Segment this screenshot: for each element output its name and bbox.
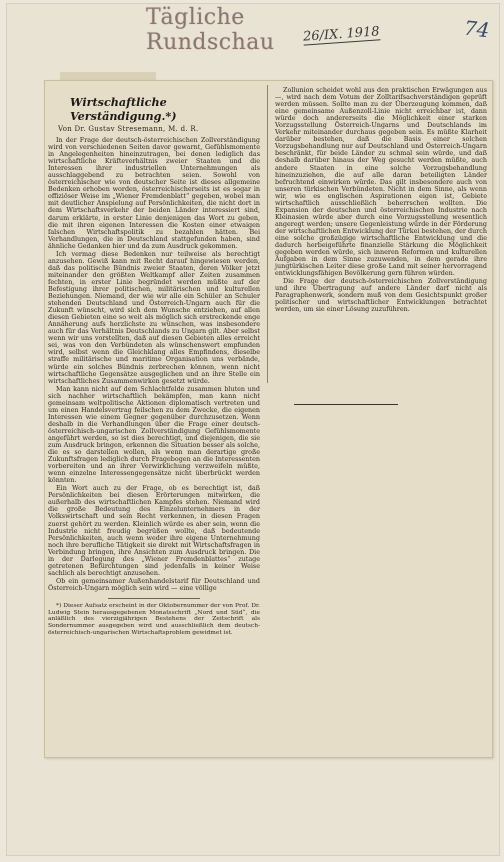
newspaper-clipping — [44, 80, 493, 758]
handwritten-date-text: 26/IX. 1918 — [302, 24, 381, 45]
article-end-rule — [294, 404, 398, 405]
paragraph: Die Frage der deutsch-österreichischen Zollverständigung und ihre Übertragung auf andere Länder darf nicht als Paragraphenwerk, sondern muß von dem Gesichtspunkt großer politischer und wirtschaftlicher Entwicklungen betrachtet werden, um sie einer Lösung zuzuführen. — [275, 277, 487, 314]
newspaper-masthead: Tägliche Rundschau — [146, 5, 275, 55]
paragraph: Zollunion scheidet wohl aus den praktischen Erwägungen aus —, wird nach dem Votum der Zolltarifsachverständigen geprüft werden müssen. Sollte man zu der Überzeugung kommen, daß eine gemeinsame Außenzoll-Linie nicht erreichbar ist, dann würde doch andererseits die Möglichkeit einer starken Vorzugsstellung Österreich-Ungarns und Deutschlands im Verkehr miteinander durchaus gegeben sein. Es müßte Klarheit darüber bestehen, daß die Basis einer solchen Vorzugsbehandlung nur auf Deutschland und Österreich-Ungarn beschränkt, für beide Länder zu schmal sein würde, und daß deshalb darüber hinaus der Weg gesucht werden müßte, auch andere Staaten in eine solche Vorzugsbehandlung hineinzuziehen, die auf alle daran beteiligten Länder befruchtend einwirken würde. Das gilt insbesondere auch von unseren türkischen Verbündeten. Nicht in dem Sinne, als wenn wir, wie es englischen Aspirationen eigen ist, Gebiete wirtschaftlich ausschließlich beherrschen wollten. Die Expansion der deutschen und österreichischen Industrie nach Kleinasien würde aber durch eine Vorzugsstellung wesentlich angeregt werden; unsere Gegenleistung würde in der Förderung der wirtschaftlichen Entwicklung der Türkei bestehen, der durch eine solche großzügige wirtschaftliche Entwicklung und die dadurch herbeigeführte finanzielle Stärkung die Möglichkeit gegeben werden würde, sich inneren Reformen und kulturellen Aufgaben in dem Sinne zuzuwenden, in dem gerade ihre jungtürkischen Leiter diese große Land mit seiner hervorragend entwicklungsfähigen Bevölkerung gern führen würden. — [275, 86, 487, 278]
column-right — [275, 87, 487, 314]
article-byline: Von Dr. Gustav Stresemann, M. d. R. — [58, 125, 199, 133]
paragraph: Ob ein gemeinsamer Außenhandelstarif für Deutschland und Österreich-Ungarn möglich sein wird — eine völlige — [48, 576, 260, 592]
paragraph: Ich vermag diese Bedenken nur teilweise als berechtigt anzusehen. Gewiß kann mit Recht darauf hingewiesen werden, daß das politische Bündnis zweier Staaten, deren Völker jetzt miteinander den größten Weltkampf aller Zeiten zusammen fechten, in erster Linie begründet werden müßte auf der Befestigung ihrer politischen, militärischen und kulturellen Beziehungen. Niemand, der wie wir alle ein Schüler an Schuler stehenden Deutschland und Österreich-Ungarn auch für die Zukunft wünscht, wird sich dem Wunsche entziehen, auf allen diesen Gebieten eine so weit als möglich sich erstreckende enge Annäherung aufs herzlichste zu wünschen, was insbesondere auch für das Verhältnis Deutschlands zu Ungarn gilt. Aber selbst wenn wir uns vorstellten, daß auf diesen Gebieten alles erreicht sei, was von den Verbündeten als wünschenswert empfunden wird, selbst wenn die Gleichklang alles Empfindens, dieselbe straffe militärische und maritime Organisation uns verbände, würde ein solches Bündnis zerbrechen können, wenn nicht wirtschaftliche Gegensätze ausgeglichen und an ihre Stelle ein wirtschaftliches Zusammenwirken gesetzt würde. — [48, 249, 260, 385]
article-headline: Wirtschaftliche Verständigung.*) — [70, 95, 177, 123]
paragraph: Man kann nicht auf dem Schlachtfelde zusammen bluten und sich nachher wirtschaftlich bekämpfen, man kann nicht gemeinsam weltpolitische Aktionen diplomatisch vertreten und um einen Handelsvertrag feilschen zu dem Zwecke, die eigenen Interessen wie einem Gegner gegenüber durchzusetzen. Wenn deshalb in die Verhandlungen über die Frage einer deutsch-österreichisch-ungarischen Zollverständigung Gefühlsmomente angeführt werden, so ist dies berechtigt, und diejenigen, die sie zum Ausdruck bringen, erkennen die Situation besser als solche, die es so darstellen wollen, als wenn man derartige große Zukunftsfragen lediglich durch Fragebogen an die Interessenten vorbereiten und an ihrer Verwirklichung verzweifeln müßte, wenn einzelne Interessengegensätze nicht überbrückt werden könnten. — [48, 384, 260, 485]
paragraph: Ein Wort auch zu der Frage, ob es berechtigt ist, daß Persönlichkeiten bei diesen Erörterungen mitwirken, die außerhalb des wirtschaftlichen Kampfes stehen. Niemand wird die große Bedeutung des Einzelunternehmers in der Volkswirtschaft und sein Recht verkennen, in diesen Fragen zuerst gehört zu werden. Kleinlich würde es aber sein, wenn die Industrie nicht freudig begrüßen wollte, daß bedeutende Persönlichkeiten, auch wenn weder ihre eigene Unternehmung noch ihre berufliche Tätigkeit sie direkt mit Wirtschaftsfragen in Verbindung bringen, ihre Ansichten zum Ausdruck bringen. Die in der Darlegung des „Wiener Fremdenblattes“ zutage getretenen Befürchtungen sind jedenfalls in keiner Weise sachlich als berechtigt anzusehen. — [48, 484, 260, 577]
paragraph: In der Frage der deutsch-österreichischen Zollverständigung wird von verschiedenen Seiten davor gewarnt, Gefühlsmomente in Angelegenheiten hineinzutragen, bei denen lediglich das wirtschaftliche Kräfteverhältnis zweier Staaten und die Interessen ihrer industriellen Unternehmungen als ausschlaggebend zu betrachten seien. Sowohl von österreichischer wie von deutscher Seite ist dieses allgemeine Bedenken erhoben worden, österreichischerseits ist es sogar in offiziöser Weise im „Wiener Fremdenblatt“ gegeben, wobei man mit deutlicher Anspielung auf Persönlichkeiten, die nicht dort in dem Wirtschaftsverkehr der beiden Länder interessiert sind, darum erklärte, in erster Linie denjenigen das Wort zu geben, die mit ihren eigenen Interessen die Kosten einer etwaigen falschen Wirtschaftspolitik zu bezahlen hätten. Bei Verhandlungen, die in Deutschland stattgefunden haben, sind ähnliche Gedanken hier und da zum Ausdruck gekommen. — [48, 136, 260, 250]
footnote-text: *) Dieser Aufsatz erscheint in der Oktobernummer der von Prof. Dr. Ludwig Stein herausgegebenen Monatsschrift „Nord und Süd“, die anläßlich des vierzigjährigen Bestehens der Zeitschrift als Sondernummer ausgegeben wird und ausschließlich dem deutsch-österreichisch-ungarischen Wirtschaftsproblem gewidmet ist. — [48, 603, 260, 636]
column-left — [48, 87, 260, 637]
folio-number: 74 — [462, 15, 491, 43]
column-divider — [267, 85, 268, 383]
footnote-divider — [108, 598, 200, 599]
footnote — [48, 603, 260, 637]
